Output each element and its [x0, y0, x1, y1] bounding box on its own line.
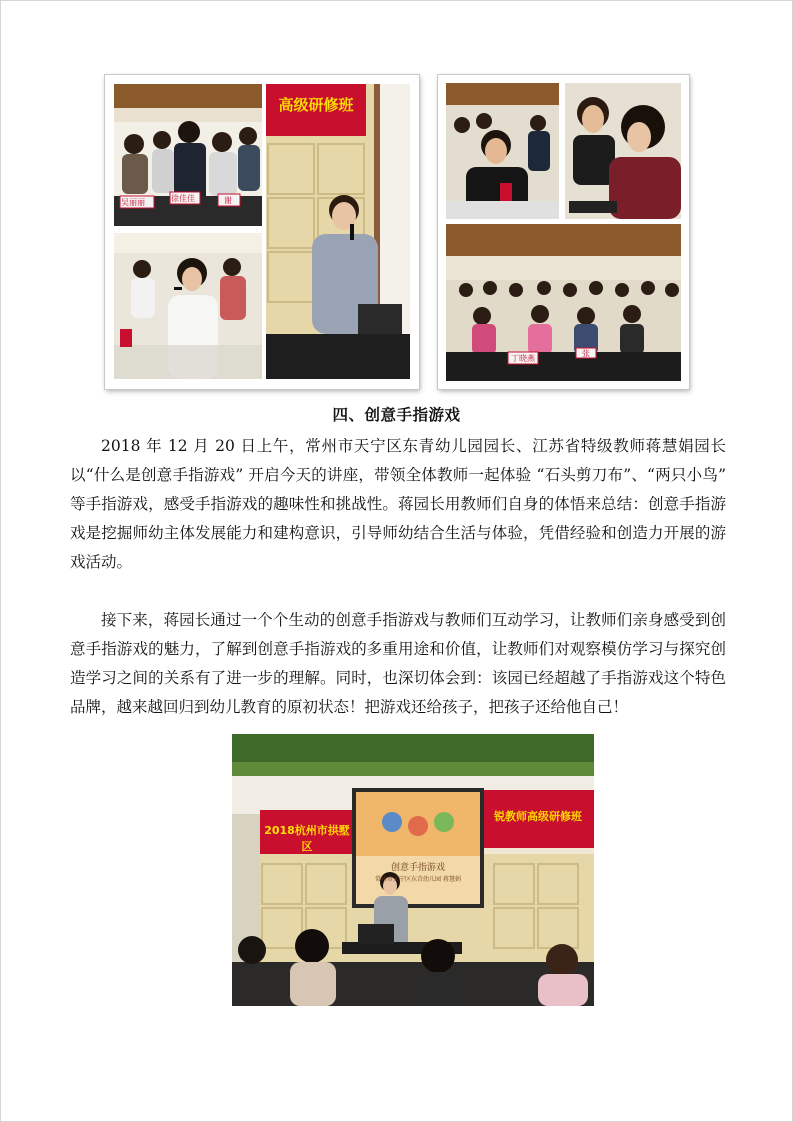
banner-text: 2018杭州市拱墅区 [264, 824, 350, 853]
slide-title: 创意手指游戏 [390, 863, 445, 873]
body-paragraph: 2018 年 12 月 20 日上午，常州市天宁区东青幼儿园园长、江苏省特级教师蒋慧娟园长以“什么是创意手指游戏” 开启今天的讲座，带领全体教师一起体验 “石头剪刀布”、“两只小鸟” 等手指游戏，感受手指游戏的趣味性和挑战性。蒋园长用教师们自身的体悟来总结：创意手指游戏是挖掘师幼主体发展能力和建构意识，引导师幼结合生活与体验，凭借经验和创造力开展的游戏活动。 [70, 437, 726, 571]
participant-photo [446, 83, 559, 219]
lecturer-scene-illustration [266, 84, 410, 379]
name-card-label: 吴丽丽 [121, 198, 145, 207]
participants-closeup-photo [565, 83, 681, 219]
body-paragraph: 接下来，蒋园长通过一个个生动的创意手指游戏与教师们互动学习，让教师们亲身感受到创意手指游戏的魅力，了解到创意手指游戏的多重用途和价值，让教师们对观察模仿学习与探究创造学习之间的关系有了进一步的理解。同时，也深切体会到：该园已经超越了手指游戏这个特色品牌，越来越回归到幼儿教育的原初状态！把游戏还给孩子，把孩子还给他自己！ [70, 611, 726, 716]
banner-text: 高级研修班 [278, 96, 354, 114]
slide-subtitle: 常州市天宁区东青幼儿园 蒋慧娟 [375, 876, 461, 883]
section-heading: 四、创意手指游戏 [332, 405, 461, 424]
name-card-label: 谢 [224, 196, 232, 205]
participants-closeup-illustration [565, 83, 681, 219]
audience-photo [114, 84, 262, 226]
photo-collage-right [438, 75, 689, 389]
teacher-speaking-photo [114, 233, 262, 379]
participant-scene-illustration [446, 83, 559, 219]
name-card-label: 徐佳佳 [171, 194, 195, 203]
banner-text: 锐教师高级研修班 [494, 810, 582, 823]
classroom-scene-illustration [446, 224, 681, 381]
name-card-label: 丁晓燕 [511, 354, 535, 363]
photo-collage-left [105, 75, 419, 389]
teacher-with-microphone-illustration [114, 233, 262, 379]
name-card-label: 张 [582, 349, 590, 358]
classroom-photo [446, 224, 681, 381]
lecture-hall-photo [232, 734, 594, 1006]
lecturer-photo [266, 84, 410, 379]
